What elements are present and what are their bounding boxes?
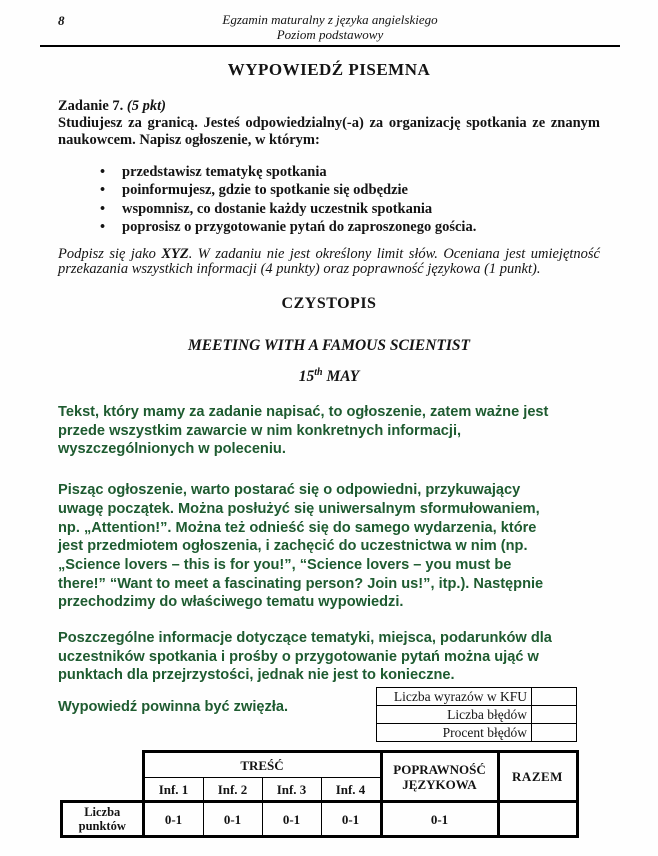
task-note — [58, 247, 600, 278]
task-heading — [58, 98, 600, 115]
commentary-paragraph: Pisząc ogłoszenie, warto postarać się o odpowiedni, przykuwający uwagę początek. Można posłużyć się uniwersalnym sformułowaniem, np. „Attention!”. Można też odnieść się do samego wydarzenia, które jest przedmiotem ogłoszenia, i zachęcić do uczestnictwa w nim (np. „Science lovers – this is for you!”, “Science lovers – you must be there!” “Want to meet a fascinating person? Join us!”, itp.). Następnie przechodzimy do właściwego tematu wypowiedzi. — [58, 482, 544, 611]
word-count-label: Liczba wyrazów w KFU — [377, 688, 532, 706]
points-row-label — [62, 802, 144, 837]
page-content — [58, 54, 600, 717]
table-row — [377, 688, 577, 706]
table-row — [377, 724, 577, 742]
running-header — [40, 12, 620, 47]
header-exam-name: Egzamin maturalny z języka angielskiego — [222, 12, 438, 27]
task-bullet-item — [100, 200, 600, 219]
table-row — [377, 706, 577, 724]
points-row-label-line2: punktów — [78, 819, 126, 833]
inf4-points: 0-1 — [321, 802, 381, 837]
essay-date-month: MAY — [322, 368, 360, 386]
task-bullet-item — [100, 218, 600, 237]
error-percent-value — [532, 724, 577, 742]
bullet-icon: • — [100, 200, 106, 217]
teacher-commentary — [58, 403, 600, 717]
table-row — [62, 752, 578, 778]
inf2-header: Inf. 2 — [203, 778, 262, 802]
bullet-icon: • — [100, 163, 106, 180]
inf3-points: 0-1 — [262, 802, 321, 837]
inf3-header: Inf. 3 — [262, 778, 321, 802]
word-count-table — [376, 687, 577, 742]
essay-date-day: 15 — [298, 368, 315, 386]
task-bullet-text: wspomnisz, co dostanie każdy uczestnik spotkania — [122, 200, 433, 217]
scoring-blank-cell — [62, 752, 144, 802]
task-note-signature: XYZ — [161, 245, 189, 262]
task-bullet-text: poprosisz o przygotowanie pytań do zaproszonego gościa. — [122, 219, 477, 236]
essay-date — [58, 363, 600, 386]
bullet-icon: • — [100, 182, 106, 199]
task-intro: Studiujesz za granicą. Jesteś odpowiedzialny(-a) za organizację spotkania ze znanym naukowcem. Napisz ogłoszenie, w którym: — [58, 115, 600, 148]
points-row-label-line1: Liczba — [84, 805, 121, 819]
inf1-points: 0-1 — [143, 802, 203, 837]
commentary-paragraph: Poszczególne informacje dotyczące tematyki, miejsca, podarunków dla uczestników spotkania i prośby o przygotowanie pytań można ująć w punktach dla przejrzystości, jednak nie jest to konieczne. — [58, 630, 552, 684]
razem-points — [498, 802, 577, 837]
section-title: WYPOWIEDŹ PISEMNA — [227, 60, 431, 79]
task-note-post: . W zadaniu nie jest określony limit słów. Oceniana jest umiejętność przekazania wszystkich informacji (4 punkty) oraz poprawność językowa (1 punkt). — [58, 245, 600, 278]
table-row — [62, 802, 578, 837]
inf1-header: Inf. 1 — [143, 778, 203, 802]
task-bullet-text: przedstawisz tematykę spotkania — [122, 163, 327, 180]
word-count-value — [532, 688, 577, 706]
essay-date-ordinal: th — [314, 366, 323, 378]
commentary-paragraph: Wypowiedź powinna być zwięzła. — [58, 699, 289, 716]
inf2-points: 0-1 — [203, 802, 262, 837]
task-points: (5 pkt) — [123, 98, 166, 114]
tresc-header: TREŚĆ — [143, 752, 381, 778]
task-bullet-text: poinformujesz, gdzie to spotkanie się odbędzie — [122, 182, 408, 199]
poprawnosc-points: 0-1 — [381, 802, 498, 837]
error-count-value — [532, 706, 577, 724]
error-percent-label: Procent błędów — [377, 724, 532, 742]
task-bullet-item — [100, 163, 600, 182]
bullet-icon: • — [100, 219, 106, 236]
task-number: Zadanie 7. — [58, 98, 124, 114]
essay-title: MEETING WITH A FAMOUS SCIENTIST — [188, 336, 470, 354]
task-bullet-list — [100, 163, 600, 237]
task-bullet-item — [100, 181, 600, 200]
error-count-label: Liczba błędów — [377, 706, 532, 724]
czystopis-heading: CZYSTOPIS — [281, 294, 377, 312]
commentary-paragraph: Tekst, który mamy za zadanie napisać, to ogłoszenie, zatem ważne jest przede wszystkim zawarcie w nim konkretnych informacji, wyszczególnionych w poleceniu. — [58, 404, 549, 458]
razem-header: RAZEM — [498, 752, 577, 802]
inf4-header: Inf. 4 — [321, 778, 381, 802]
page-number: 8 — [58, 13, 65, 28]
header-exam-level: Poziom podstawowy — [276, 27, 384, 42]
poprawnosc-header: POPRAWNOŚĆ JĘZYKOWA — [381, 752, 498, 802]
task-note-pre: Podpisz się jako — [58, 245, 162, 262]
scoring-table — [60, 750, 579, 838]
